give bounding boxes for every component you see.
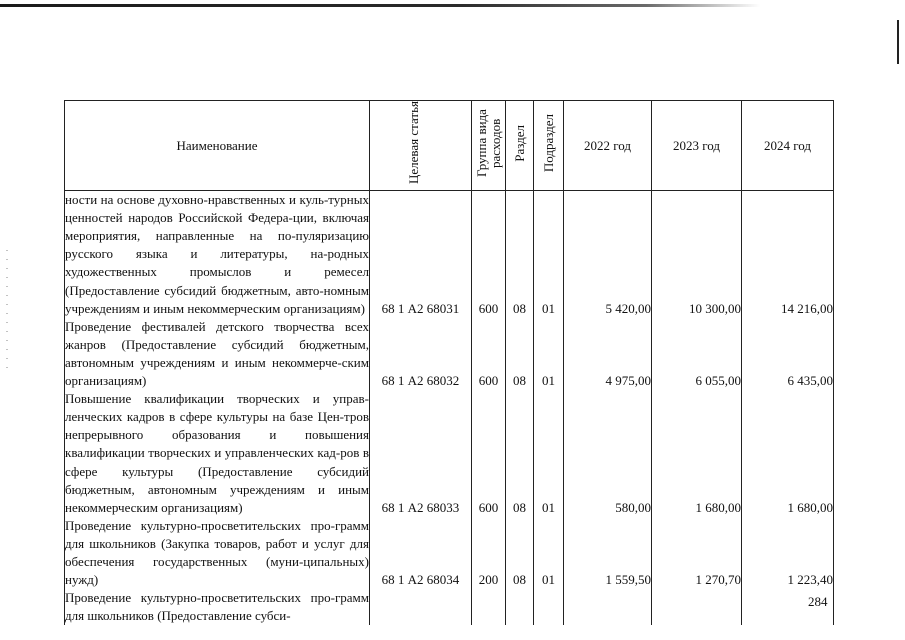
table-header-row — [65, 101, 834, 191]
header-year-2022: 2022 год — [564, 101, 652, 191]
row-expense-group: 600 — [472, 191, 506, 318]
table-row — [65, 589, 834, 625]
row-section — [506, 589, 534, 625]
row-name: ности на основе духовно-нравственных и куль-турных ценностей народов Российской Федера-ции, включая мероприятия, направленные на по-пуляризацию русского языка и литературы, на-родных художественных промыслов и ремесел (Предоставление субсидий бюджетным, авто-номным учреждениям и иным некоммерческим организациям) — [65, 191, 370, 318]
header-section: Раздел — [506, 101, 534, 191]
scan-left-margin-dots — [6, 250, 8, 370]
row-target-article: 68 1 А2 68033 — [370, 390, 472, 517]
table-row — [65, 390, 834, 517]
page-number: 284 — [808, 594, 828, 609]
row-name: Повышение квалификации творческих и управ-ленческих кадров в сфере культуры на базе Цен-тров непрерывного образования и повышения квалификации творческих и управленческих кад-ров в сфере культуры (Предоставление субсидий бюджетным, автономным учреждениям и иным некоммерческим организациям) — [65, 390, 370, 517]
row-value-2024: 14 216,00 — [742, 191, 834, 318]
header-year-2023: 2023 год — [652, 101, 742, 191]
row-expense-group: 200 — [472, 517, 506, 589]
row-name: Проведение культурно-просветительских про-грамм для школьников (Закупка товаров, работ и услуг для обеспечения государственных (муни-ципальных) нужд) — [65, 517, 370, 589]
row-value-2023: 1 270,70 — [652, 517, 742, 589]
row-value-2023: 10 300,00 — [652, 191, 742, 318]
row-subsection — [534, 589, 564, 625]
row-section: 08 — [506, 517, 534, 589]
scan-right-edge-mark — [897, 20, 899, 64]
row-value-2022 — [564, 589, 652, 625]
row-section: 08 — [506, 318, 534, 390]
row-value-2023: 1 680,00 — [652, 390, 742, 517]
row-value-2024: 1 223,40 — [742, 517, 834, 589]
row-target-article: 68 1 А2 68034 — [370, 517, 472, 589]
header-expense-group: Группа вида расходов — [472, 101, 506, 191]
row-target-article: 68 1 А2 68031 — [370, 191, 472, 318]
row-subsection: 01 — [534, 318, 564, 390]
header-year-2024: 2024 год — [742, 101, 834, 191]
row-name: Проведение культурно-просветительских про-грамм для школьников (Предоставление субси- — [65, 589, 370, 625]
row-value-2022: 5 420,00 — [564, 191, 652, 318]
row-subsection: 01 — [534, 517, 564, 589]
row-target-article — [370, 589, 472, 625]
row-value-2023 — [652, 589, 742, 625]
row-value-2022: 1 559,50 — [564, 517, 652, 589]
row-value-2022: 580,00 — [564, 390, 652, 517]
row-name: Проведение фестивалей детского творчества всех жанров (Предоставление субсидий бюджетным, автономным учреждениям и иным некоммерче-ским организациям) — [65, 318, 370, 390]
header-name: Наименование — [65, 101, 370, 191]
table-row — [65, 191, 834, 318]
table-row — [65, 517, 834, 589]
row-section: 08 — [506, 390, 534, 517]
row-value-2024: 1 680,00 — [742, 390, 834, 517]
scan-top-edge-line — [0, 4, 760, 7]
row-value-2024: 6 435,00 — [742, 318, 834, 390]
budget-table — [64, 100, 834, 625]
table-row — [65, 318, 834, 390]
row-expense-group — [472, 589, 506, 625]
row-target-article: 68 1 А2 68032 — [370, 318, 472, 390]
row-expense-group: 600 — [472, 318, 506, 390]
row-value-2023: 6 055,00 — [652, 318, 742, 390]
row-subsection: 01 — [534, 390, 564, 517]
row-section: 08 — [506, 191, 534, 318]
header-subsection: Подраздел — [534, 101, 564, 191]
row-subsection: 01 — [534, 191, 564, 318]
header-target-article: Целевая статья — [370, 101, 472, 191]
row-expense-group: 600 — [472, 390, 506, 517]
row-value-2022: 4 975,00 — [564, 318, 652, 390]
